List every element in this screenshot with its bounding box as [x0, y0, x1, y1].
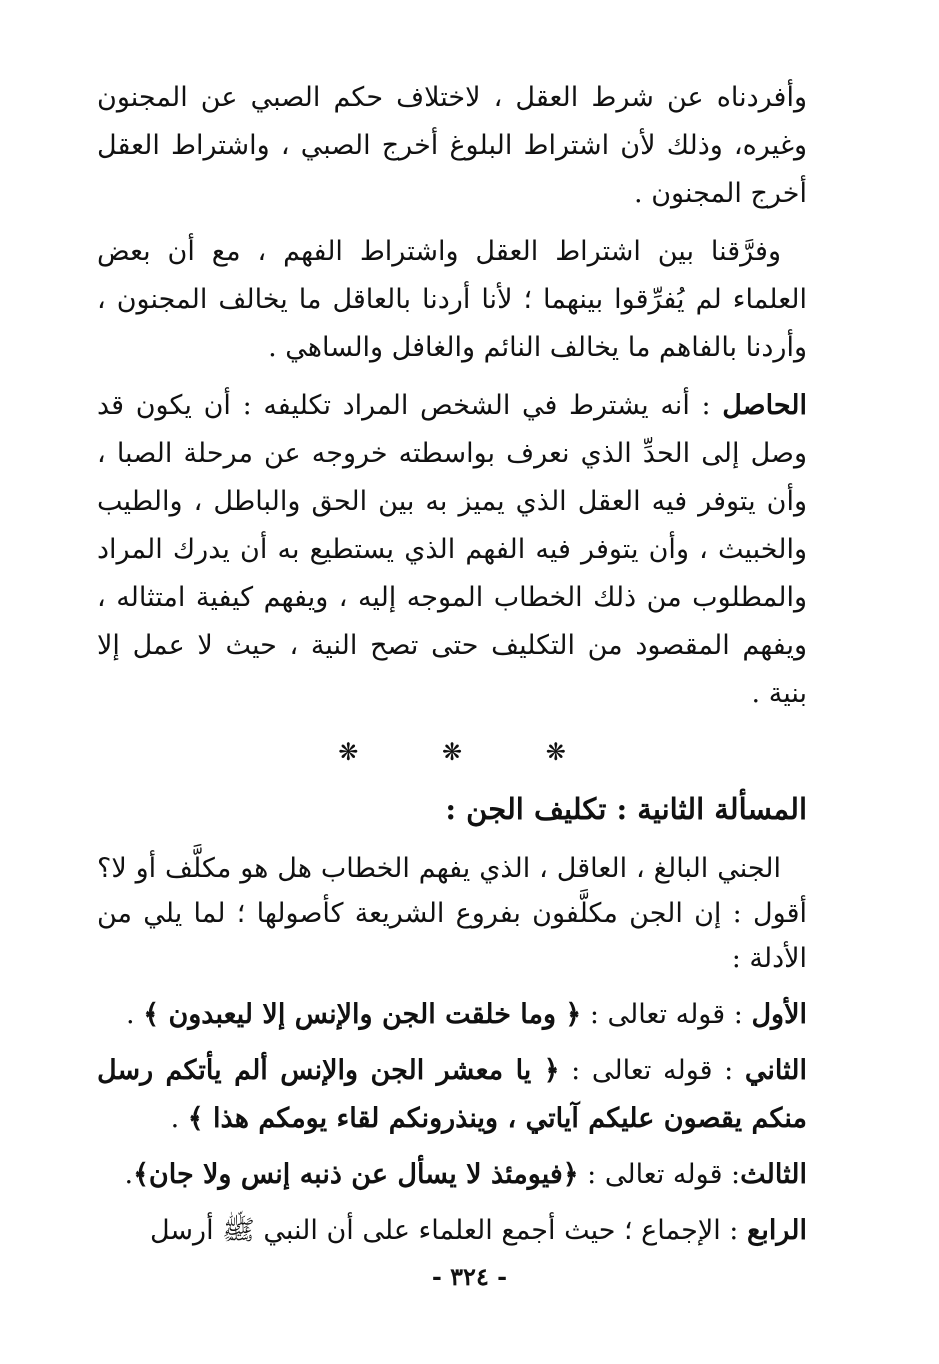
evidence-text: : الإجماع ؛ حيث أجمع العلماء على أن النبي ﷺ أرسل	[149, 1215, 747, 1246]
page-content	[97, 74, 807, 1263]
evidence-text: : قوله تعالى :	[578, 1159, 741, 1190]
separator-star-icon: ❋	[545, 738, 566, 766]
evidence-label: الأول	[751, 999, 807, 1030]
evidence-text: : قوله تعالى :	[581, 999, 752, 1030]
evidence-label: الثالث	[740, 1159, 807, 1190]
evidence-end: .	[170, 1103, 188, 1134]
evidence-item	[97, 1047, 807, 1143]
conclusion-label: الحاصل	[722, 390, 807, 421]
evidence-label: الرابع	[746, 1215, 807, 1246]
evidence-item	[97, 1207, 807, 1255]
evidence-quote: ﴿ يا معشر الجن والإنس ألم يأتكم رسل منكم يقصون عليكم آياتي ، وينذرونكم لقاء يومكم هذا ﴾	[97, 1055, 807, 1134]
evidence-text: : قوله تعالى :	[559, 1055, 745, 1086]
paragraph-1: وأفردناه عن شرط العقل ، لاختلاف حكم الصبي عن المجنون وغيره، وذلك لأن اشتراط البلوغ أخرج الصبي ، واشتراط العقل أخرج المجنون .	[97, 82, 807, 209]
evidence-end: .	[126, 999, 144, 1030]
evidence-item	[97, 1151, 807, 1199]
evidence-item	[97, 991, 807, 1039]
section-heading: المسألة الثانية : تكليف الجن :	[445, 792, 807, 826]
evidence-end: .	[124, 1159, 134, 1190]
evidence-quote: ﴿ وما خلقت الجن والإنس إلا ليعبدون ﴾	[143, 999, 582, 1030]
paragraph-3	[97, 382, 807, 718]
evidence-quote: ﴿فيومئذ لا يسأل عن ذنبه إنس ولا جان﴾	[133, 1159, 579, 1190]
conclusion-text: : أنه يشترط في الشخص المراد تكليفه : أن يكون قد وصل إلى الحدِّ الذي نعرف بواسطته خروجه عن مرحلة الصبا ، وأن يتوفر فيه العقل الذي يميز به بين الحق والباطل ، والطيب والخبيث ، وأن يتوفر فيه الفهم الذي يستطيع به أن يدرك المراد والمطلوب من ذلك الخطاب الموجه إليه ، ويفهم كيفية امتثاله ، ويفهم المقصود من التكليف حتى تصح النية ، حيث لا عمل إلا بنية .	[97, 390, 807, 709]
separator-star-icon: ❋	[338, 738, 359, 766]
evidence-label: الثاني	[744, 1055, 807, 1086]
paragraph-2: وفرَّقنا بين اشتراط العقل واشتراط الفهم ، مع أن بعض العلماء لم يُفرِّقوا بينهما ؛ لأنا أردنا بالعاقل ما يخالف المجنون ، وأردنا بالفاهم ما يخالف النائم والغافل والساهي .	[97, 236, 807, 363]
separator-star-icon: ❋	[441, 738, 463, 766]
section-intro: الجني البالغ ، العاقل ، الذي يفهم الخطاب هل هو مكلَّف أو لا؟ أقول : إن الجن مكلَّفون بفروع الشريعة كأصولها ؛ لما يلي من الأدلة :	[97, 853, 807, 974]
page-number: - ٣٢٤ -	[431, 1262, 508, 1291]
section-separator	[97, 728, 807, 776]
